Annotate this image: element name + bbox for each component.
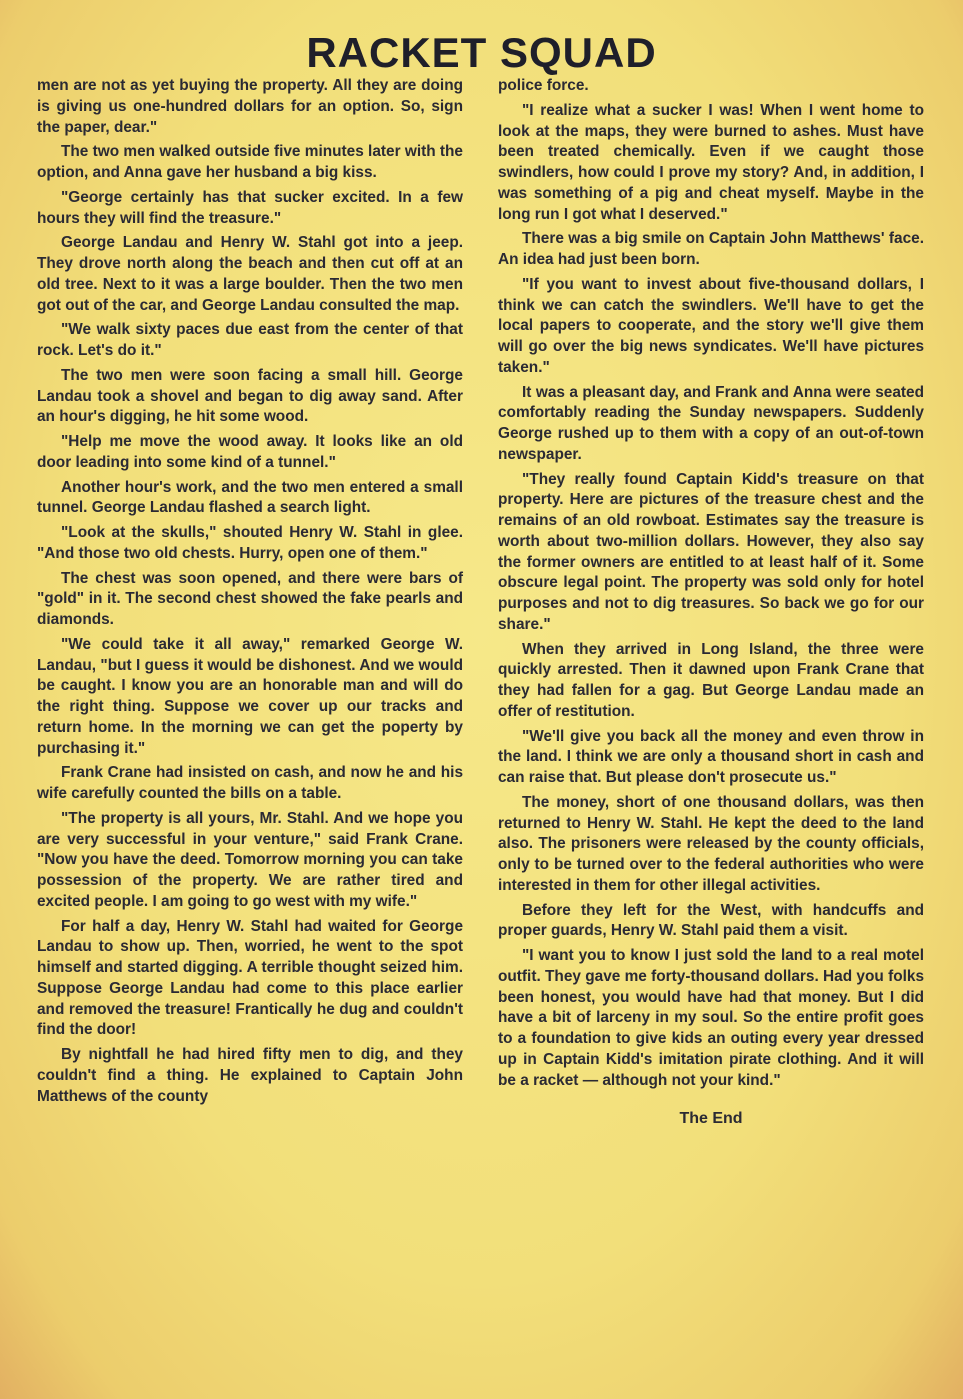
paragraph: "George certainly has that sucker excited. In a few hours they will find the treasure." [37, 188, 463, 227]
paragraph: Before they left for the West, with handcuffs and proper guards, Henry W. Stahl paid them a visit. [498, 901, 924, 940]
paragraph: George Landau and Henry W. Stahl got into a jeep. They drove north along the beach and then cut off at an old tree. Next to it was a large boulder. Then the two men got out of the car, and George Landau consulted the map. [37, 234, 463, 314]
left-column [37, 76, 463, 1111]
paragraph: "I want you to know I just sold the land to a real motel outfit. They gave me forty-thousand dollars. Had you folks been honest, you would have had that money. But I did have a bit of larceny in my soul. So the entire profit goes to a foundation to give kids an outing every year dressed up in Captain Kidd's imitation pirate clothing. And it will be a racket — although not your kind." [498, 947, 924, 1089]
paragraph: For half a day, Henry W. Stahl had waited for George Landau to show up. Then, worried, he went to the spot himself and started digging. A terrible thought seized him. Suppose George Landau had come to this place earlier and removed the treasure! Frantically he dug and couldn't find the door! [37, 917, 463, 1039]
paragraph: "Look at the skulls," shouted Henry W. Stahl in glee. "And those two old chests. Hurry, open one of them." [37, 524, 463, 562]
paragraph: The two men were soon facing a small hill. George Landau took a shovel and began to dig away sand. After an hour's digging, he hit some wood. [37, 366, 463, 426]
paragraph: police force. [498, 77, 589, 94]
paragraph: When they arrived in Long Island, the three were quickly arrested. Then it dawned upon Frank Crane that they had fallen for a gag. But George Landau made an offer of restitution. [498, 640, 924, 720]
paragraph: "Help me move the wood away. It looks like an old door leading into some kind of a tunnel." [37, 433, 463, 471]
paragraph: Another hour's work, and the two men entered a small tunnel. George Landau flashed a search light. [37, 478, 463, 517]
paragraph: men are not as yet buying the property. All they are doing is giving us one-hundred dollars for an option. So, sign the paper, dear." [37, 77, 463, 136]
paragraph: "I realize what a sucker I was! When I went home to look at the maps, they were burned to ashes. Must have been treated chemically. Even if we caught those swindlers, how could I prove my story? And, in addition, I was something of a pig and cheat myself. Maybe in the long run I got what I deserved." [498, 101, 924, 223]
page-title: RACKET SQUAD [306, 29, 657, 76]
paragraph: It was a pleasant day, and Frank and Anna were seated comfortably reading the Sunday newspapers. Suddenly George rushed up to them with a copy of an out-of-town newspaper. [498, 383, 924, 463]
paragraph: By nightfall he had hired fifty men to dig, and they couldn't find a thing. He explained to Captain John Matthews of the county [37, 1046, 463, 1105]
paragraph: "If you want to invest about five-thousand dollars, I think we can catch the swindlers. We'll have to get the local papers to cooperate, and the story we'll give them will go over the big news syndicates. We'll have pictures taken." [498, 275, 924, 376]
paragraph: "We walk sixty paces due east from the center of that rock. Let's do it." [37, 321, 463, 359]
paragraph: There was a big smile on Captain John Matthews' face. An idea had just been born. [498, 230, 924, 268]
paragraph: "We'll give you back all the money and even throw in the land. I think we are only a thousand short in cash and can raise that. But please don't prosecute us." [498, 727, 924, 786]
paragraph: "The property is all yours, Mr. Stahl. And we hope you are very successful in your venture," said Frank Crane. "Now you have the deed. Tomorrow morning you can take possession of the property. We are rather tired and excited people. I am going to go west with my wife." [37, 809, 463, 910]
paragraph: The money, short of one thousand dollars, was then returned to Henry W. Stahl. He kept the deed to the land also. The prisoners were released by the county officials, only to be turned over to the federal authorities who were interested in them for other illegal activities. [498, 793, 924, 894]
paragraph: The two men walked outside five minutes later with the option, and Anna gave her husband a big kiss. [37, 143, 463, 181]
paragraph: Frank Crane had insisted on cash, and now he and his wife carefully counted the bills on a table. [37, 764, 463, 802]
right-column [498, 76, 924, 1130]
paragraph: "They really found Captain Kidd's treasure on that property. Here are pictures of the treasure chest and the remains of an old rowboat. Estimates say the treasure is worth about two-million dollars. However, they also say the former owners are entitled to at least half of it. Some obscure legal point. The property was sold only for hotel purposes and not to dig treasures. So back we go for our share." [498, 470, 924, 633]
the-end-label: The End [679, 1110, 743, 1128]
paragraph: "We could take it all away," remarked George W. Landau, "but I guess it would be dishonest. And we would be caught. I know you are an honorable man and will do the right thing. Suppose we cover up our tracks and return home. In the morning we can get the poperty by purchasing it." [37, 635, 463, 757]
paragraph: The chest was soon opened, and there were bars of "gold" in it. The second chest showed the fake pearls and diamonds. [37, 569, 463, 628]
